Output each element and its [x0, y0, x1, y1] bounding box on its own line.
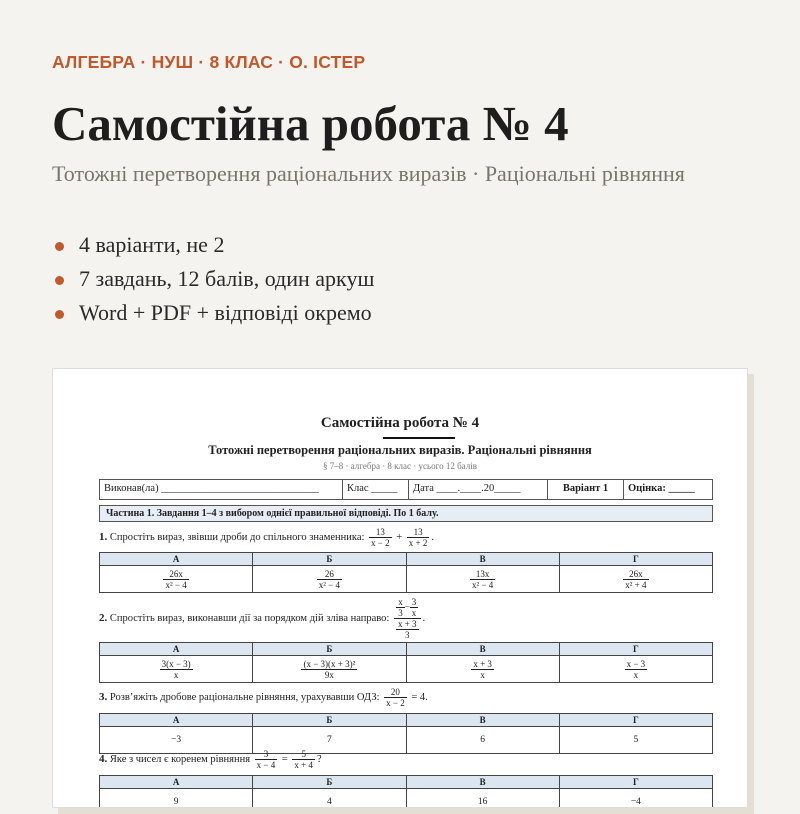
task-3-options: А Б В Г −3 7 6 5: [99, 713, 713, 754]
task-3: 3. Розв’яжіть дробове раціональне рівняння, урахувавши ОДЗ: $\frac{20}{x - 2}$ = 4.: [99, 687, 428, 708]
nested-fraction: $\frac{x}{3}$ − $\frac{3}{x}$ $\frac{x + 3}{3}$: [394, 597, 421, 640]
fraction: $\frac{13}{x - 2}$: [371, 527, 390, 548]
answer-option[interactable]: $\frac{26x}{\text{x² − 4}}$: [100, 566, 253, 593]
answer-option[interactable]: 7: [253, 727, 406, 754]
title-underline: [383, 437, 455, 439]
task-2: 2. Спростіть вираз, виконавши дії за порядком дій зліва направо: $\frac{x}{3}$ − $\frac{3}{x}$ $\frac{x + 3}{3}$ .: [99, 597, 426, 640]
fraction: $\frac{5}{x + 4}$: [294, 749, 313, 770]
answer-option[interactable]: −4: [559, 789, 712, 809]
answer-option[interactable]: 16: [406, 789, 559, 809]
answer-option[interactable]: $\frac{3(x - 3)}{x}$: [100, 656, 253, 683]
task-1-options: А Б В Г $\frac{26x}{\text{x² − 4}}$ $\frac{26}{\text{x² − 4}}$ $\frac{13x}{\text{x² − 4}}$ $\frac{26x}{\text{x² + 4}}$: [99, 552, 713, 593]
worksheet-preview: [52, 368, 748, 808]
answer-option[interactable]: $\frac{\text{(x − 3)(x + 3)²}}{9x}$: [253, 656, 406, 683]
score-field: Оцінка: _____: [628, 483, 695, 494]
task-4: 4. Яке з чисел є коренем рівняння $\frac{3}{x - 4}$ = $\frac{5}{x + 4}$ ?: [99, 749, 322, 770]
answer-option[interactable]: $\frac{26}{\text{x² − 4}}$: [253, 566, 406, 593]
fraction: $\frac{20}{x - 2}$: [386, 687, 405, 708]
worksheet-subtitle: Тотожні перетворення раціональних виразів. Раціональні рівняння: [208, 443, 592, 457]
feature-item: 4 варіанти, не 2: [52, 230, 374, 264]
task-2-options: А Б В Г $\frac{3(x - 3)}{x}$ $\frac{\text{(x − 3)(x + 3)²}}{9x}$ $\frac{x + 3}{x}$ $\frac{x - 3}{x}$: [99, 642, 713, 683]
task-4-options: А Б В Г 9 4 16 −4: [99, 775, 713, 808]
feature-list: [52, 230, 374, 332]
bullet-dot-icon: [55, 310, 64, 319]
page-subtitle: Тотожні перетворення раціональних виразів · Раціональні рівняння: [52, 161, 685, 186]
answer-option[interactable]: $\frac{13x}{\text{x² − 4}}$: [406, 566, 559, 593]
worksheet-meta: § 7–8 · алгебра · 8 клас · усього 12 балів: [322, 461, 477, 471]
answer-option[interactable]: $\frac{26x}{\text{x² + 4}}$: [559, 566, 712, 593]
executor-field: Виконав(ла) ______________________________: [100, 480, 343, 499]
answer-option[interactable]: $\frac{x - 3}{x}$: [559, 656, 712, 683]
subject-kicker: АЛГЕБРА · НУШ · 8 КЛАС · О. ІСТЕР: [52, 52, 366, 72]
class-field: Клас _____: [343, 480, 409, 499]
bullet-dot-icon: [55, 242, 64, 251]
page-title: Самостійна робота № 4: [52, 96, 569, 151]
feature-item: Word + PDF + відповіді окремо: [52, 298, 374, 332]
answer-option[interactable]: 4: [253, 789, 406, 809]
fraction: $\frac{13}{x + 2}$: [408, 527, 428, 548]
answer-option[interactable]: −3: [100, 727, 253, 754]
answer-option[interactable]: 6: [406, 727, 559, 754]
answer-option[interactable]: 9: [100, 789, 253, 809]
answer-option[interactable]: $\frac{x + 3}{x}$: [406, 656, 559, 683]
bullet-dot-icon: [55, 276, 64, 285]
student-info-row: [99, 479, 713, 500]
task-1: 1. Спростіть вираз, звівши дроби до спільного знаменника: $\frac{13}{x - 2}$ + $\frac{13}{x + 2}$ .: [99, 527, 434, 548]
date-field: Дата ____.____.20_____: [409, 480, 548, 499]
variant-label: Варіант 1: [548, 480, 624, 499]
part-one-heading: Частина 1. Завдання 1–4 з вибором однієї правильної відповіді. По 1 балу.: [99, 505, 713, 522]
feature-item: 7 завдань, 12 балів, один аркуш: [52, 264, 374, 298]
fraction: $\frac{3}{x - 4}$: [256, 749, 276, 770]
worksheet-title: Самостійна робота № 4: [320, 415, 480, 431]
answer-option[interactable]: 5: [559, 727, 712, 754]
